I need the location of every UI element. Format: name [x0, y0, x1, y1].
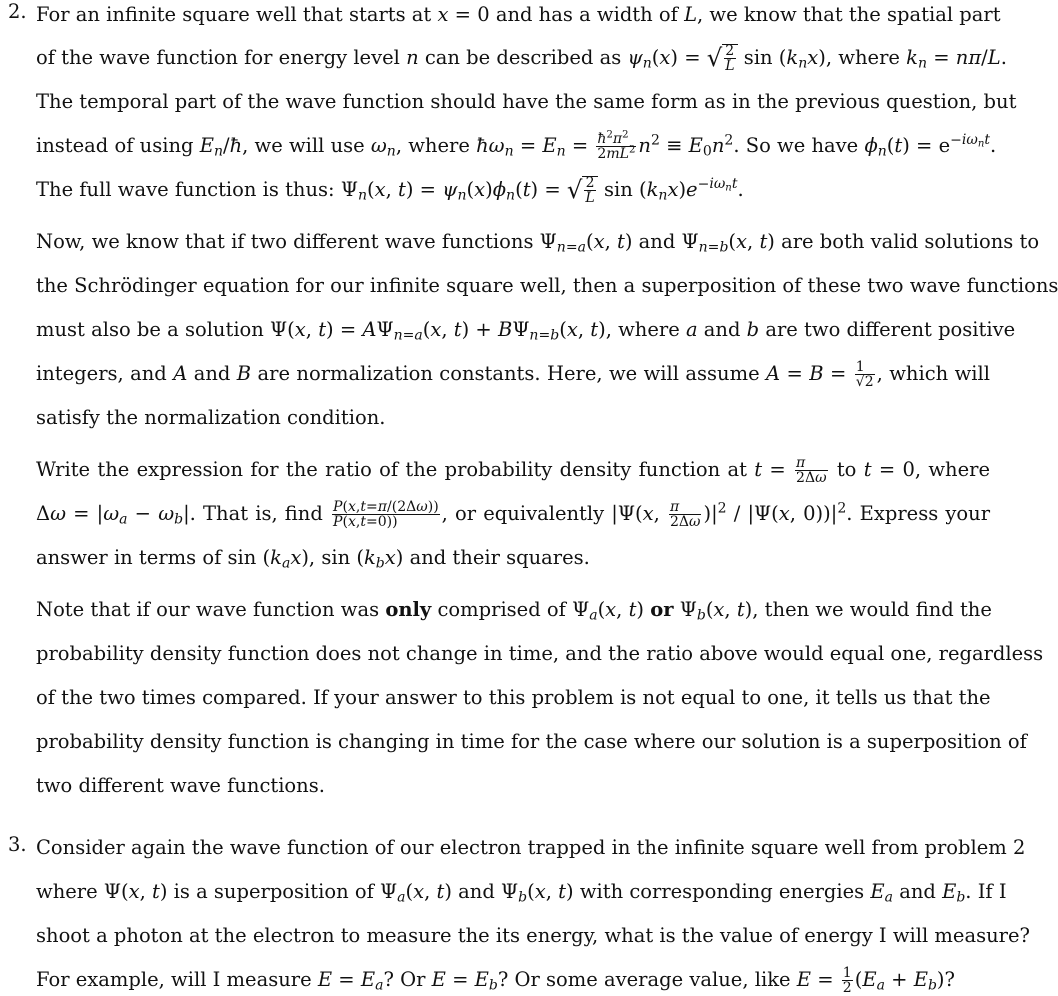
p2-para4-line4: probability density function is changing in time for the case where our solution is a superposition of — [36, 730, 1027, 753]
p2-para1-line1: For an infinite square well that starts at x = 0 and has a width of L, we know that the spatial part — [36, 3, 1001, 26]
p2-para4-line5: two different wave functions. — [36, 774, 325, 797]
problem-2-number: 2. — [8, 0, 27, 23]
p2-para4-line1: Note that if our wave function was only comprised of $\Psi_a(x$, t) or $\Psi_b(x$, t), then we would find the — [36, 598, 992, 624]
p3-line1: Consider again the wave function of our electron trapped in the infinite square well from problem 2 — [36, 836, 1026, 859]
p3-line2: where Ψ(x, t) is a superposition of $\Psi_a(x$, t) and $\Psi_b(x$, t) with corresponding energies $E_a$ and $E_b$. If I — [36, 880, 1007, 906]
p3-line4: For example, will I measure $E = E_a$? Or $E = E_b$? Or some average value, like E = $\frac{1}{2}$ $(E_a + E_b)$? — [36, 964, 955, 996]
p2-para2-line1: Now, we know that if two different wave functions $\Psi_{n=a}(x$, t) and $\Psi_{n=b}(x$, t) are both valid solutions to — [36, 230, 1040, 256]
p2-para1-line5: The full wave function is thus: $\Psi_n(x$, $t) = \psi_n(x)\phi_n(t)$ = √ $\frac{2}{L}$ $\sin (k_nx)e^{-i\omega_nt}$. — [36, 174, 744, 207]
p2-para4-line2: probability density function does not change in time, and the ratio above would equal one, regardless — [36, 642, 1044, 665]
p2-para3-line1: Write the expression for the ratio of the probability density function at t = $\frac{\pi}{2\Delta\omega}$ to t = 0, where — [36, 454, 991, 487]
p2-para2-line3: must also be a solution Ψ(x, $t) = A\Psi_{n=a}(x$, $t) + B\Psi_{n=b}(x$, t), where a and b are two different positive — [36, 318, 1016, 344]
p2-para4-line3: of the two times compared. If your answer to this problem is not equal to one, it tells us that the — [36, 686, 991, 709]
p2-para3-line3: answer in terms of $\sin (k_ax)$, $\sin (k_bx)$ and their squares. — [36, 546, 590, 572]
p2-para2-line2: the Schrödinger equation for our infinite square well, then a superposition of these two wave functions — [36, 274, 1058, 297]
emphasis-only: only — [385, 598, 432, 621]
p2-para2-line5: satisfy the normalization condition. — [36, 406, 386, 429]
p3-line3: shoot a photon at the electron to measure the its energy, what is the value of energy I will measure? — [36, 924, 1030, 947]
problem-3-number: 3. — [8, 833, 27, 856]
emphasis-or: or — [650, 598, 674, 621]
p2-para1-line3: The temporal part of the wave function should have the same form as in the previous question, but — [36, 90, 1017, 113]
p2-para2-line4: integers, and A and B are normalization constants. Here, we will assume A = B = $\frac{1}{√2}$ , which will — [36, 358, 991, 391]
p2-para1-line2: of the wave function for energy level n can be described as $\psi_n(x)$ = √ $\frac{2}{L}$ $\sin (k_nx)$, where $k_n = n\pi/L$. — [36, 42, 1007, 75]
p2-para3-line2: $\Delta\omega = |\omega_a - \omega_b|$. That is, find $\frac{P(x,t=\pi/(2\Delta\omega))}{P(x,t=0))}$ , or equivalently |Ψ(x, $\frac{\pi}{2\Delta\omega}$ )$|^2 / |\Psi(x$, $0))|^2$. Express your — [36, 498, 991, 531]
p2-para1-line4: instead of using $E_n/ħ$, we will use $\omega_n$, where $ħ\omega_n = E_n$ = $\frac{ħ^2\pi^2}{2mL^2}$ $n^2 \equiv E_0n^2$. So we have $\phi_n(t) = e^{-i\omega_nt}$. — [36, 129, 997, 163]
